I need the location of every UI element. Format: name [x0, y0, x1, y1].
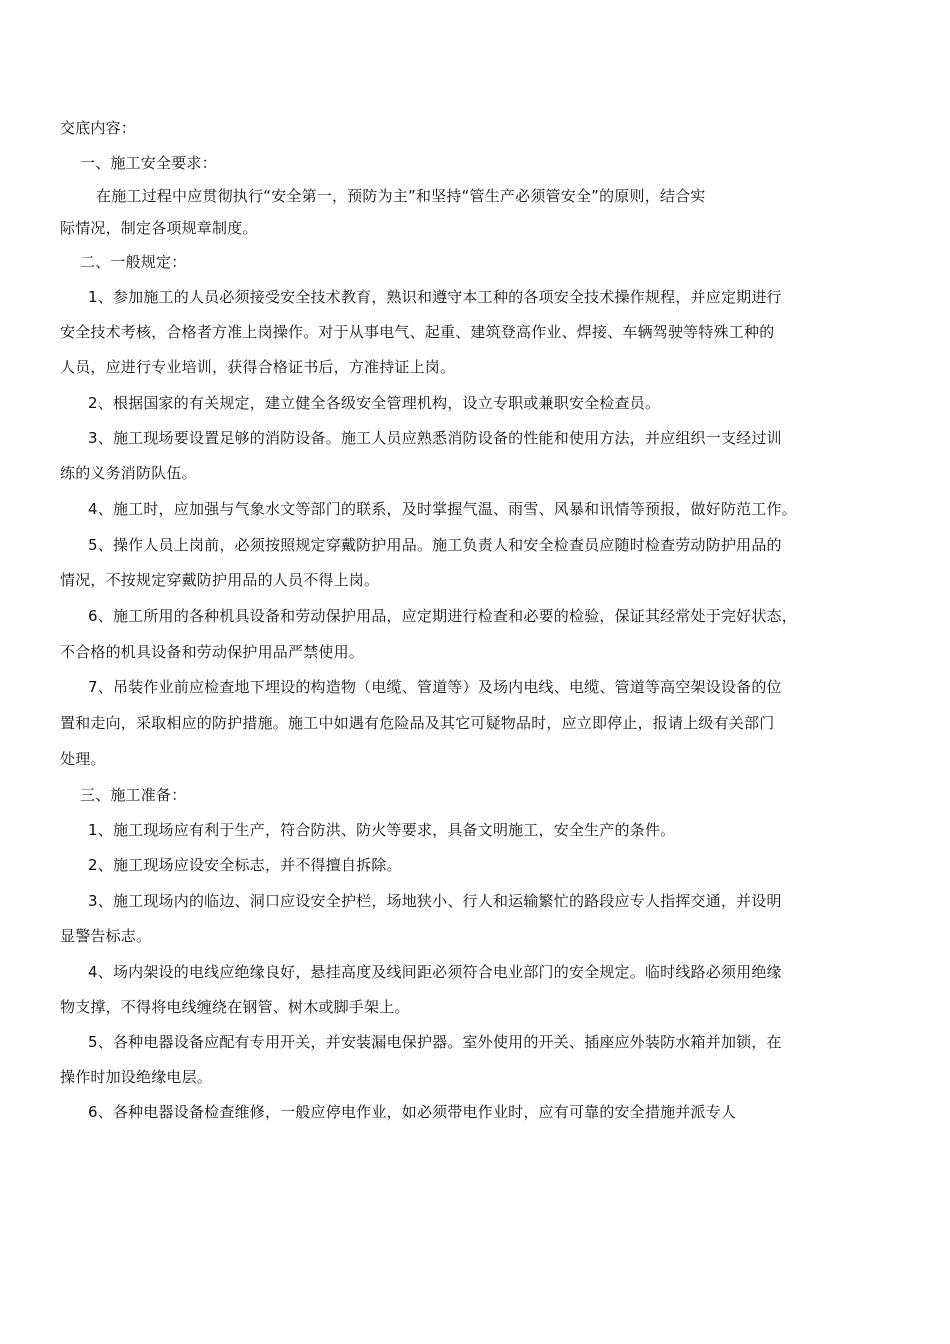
paragraph-line: 4、场内架设的电线应绝缘良好，悬挂高度及线间距必须符合电业部门的安全规定。临时线路必须用绝缘 — [88, 963, 782, 981]
paragraph-line: 5、操作人员上岗前，必须按照规定穿戴防护用品。施工负责人和安全检查员应随时检查劳动防护用品的 — [88, 536, 782, 554]
paragraph-line: 情况，不按规定穿戴防护用品的人员不得上岗。 — [60, 571, 380, 589]
section-heading: 二、一般规定： — [80, 253, 187, 271]
section-heading: 三、施工准备： — [80, 786, 187, 804]
paragraph-line: 2、根据国家的有关规定，建立健全各级安全管理机构，设立专职或兼职安全检查员。 — [88, 394, 661, 412]
paragraph-line: 际情况，制定各项规章制度。 — [60, 219, 258, 237]
paragraph-line: 显警告标志。 — [60, 927, 152, 945]
paragraph-line: 3、施工现场要设置足够的消防设备。施工人员应熟悉消防设备的性能和使用方法，并应组织一支经过训 — [88, 429, 782, 447]
paragraph-line: 练的义务消防队伍。 — [60, 464, 197, 482]
paragraph-line: 7、吊装作业前应检查地下埋设的构造物（电缆、管道等）及场内电线、电缆、管道等高空架设设备的位 — [88, 678, 782, 696]
paragraph-line: 3、施工现场内的临边、洞口应设安全护栏，场地狭小、行人和运输繁忙的路段应专人指挥交通，并设明 — [88, 892, 782, 910]
paragraph-line: 人员，应进行专业培训，获得合格证书后，方准持证上岗。 — [60, 358, 456, 376]
paragraph-line: 处理。 — [60, 750, 106, 768]
section-heading: 一、施工安全要求： — [80, 154, 217, 172]
paragraph-line: 操作时加设绝缘电层。 — [60, 1068, 213, 1086]
paragraph-line: 2、施工现场应设安全标志，并不得擅自拆除。 — [88, 856, 402, 874]
intro-label: 交底内容： — [60, 119, 137, 137]
paragraph-line: 1、参加施工的人员必须接受安全技术教育，熟识和遵守本工种的各项安全技术操作规程，并应定期进行 — [88, 288, 782, 306]
paragraph-line: 6、施工所用的各种机具设备和劳动保护用品，应定期进行检查和必要的检验，保证其经常处于完好状态， — [88, 607, 797, 625]
paragraph-line: 置和走向，采取相应的防护措施。施工中如遇有危险品及其它可疑物品时，应立即停止，报请上级有关部门 — [60, 714, 775, 732]
paragraph-line: 4、施工时，应加强与气象水文等部门的联系，及时掌握气温、雨雪、风暴和讯情等预报，做好防范工作。 — [88, 500, 797, 518]
paragraph-line: 6、各种电器设备检查维修，一般应停电作业，如必须带电作业时，应有可靠的安全措施并派专人 — [88, 1103, 737, 1121]
paragraph-line: 5、各种电器设备应配有专用开关，并安装漏电保护器。室外使用的开关、插座应外装防水箱并加锁，在 — [88, 1033, 782, 1051]
paragraph-line: 不合格的机具设备和劳动保护用品严禁使用。 — [60, 643, 365, 661]
paragraph-line: 物支撑，不得将电线缠绕在钢管、树木或脚手架上。 — [60, 998, 410, 1016]
paragraph-line: 安全技术考核，合格者方准上岗操作。对于从事电气、起重、建筑登高作业、焊接、车辆驾驶等特殊工种的 — [60, 323, 775, 341]
paragraph-line: 在施工过程中应贯彻执行“安全第一，预防为主”和坚持“管生产必须管安全”的原则，结合实 — [96, 187, 706, 205]
paragraph-line: 1、施工现场应有利于生产，符合防洪、防火等要求，具备文明施工，安全生产的条件。 — [88, 821, 676, 839]
